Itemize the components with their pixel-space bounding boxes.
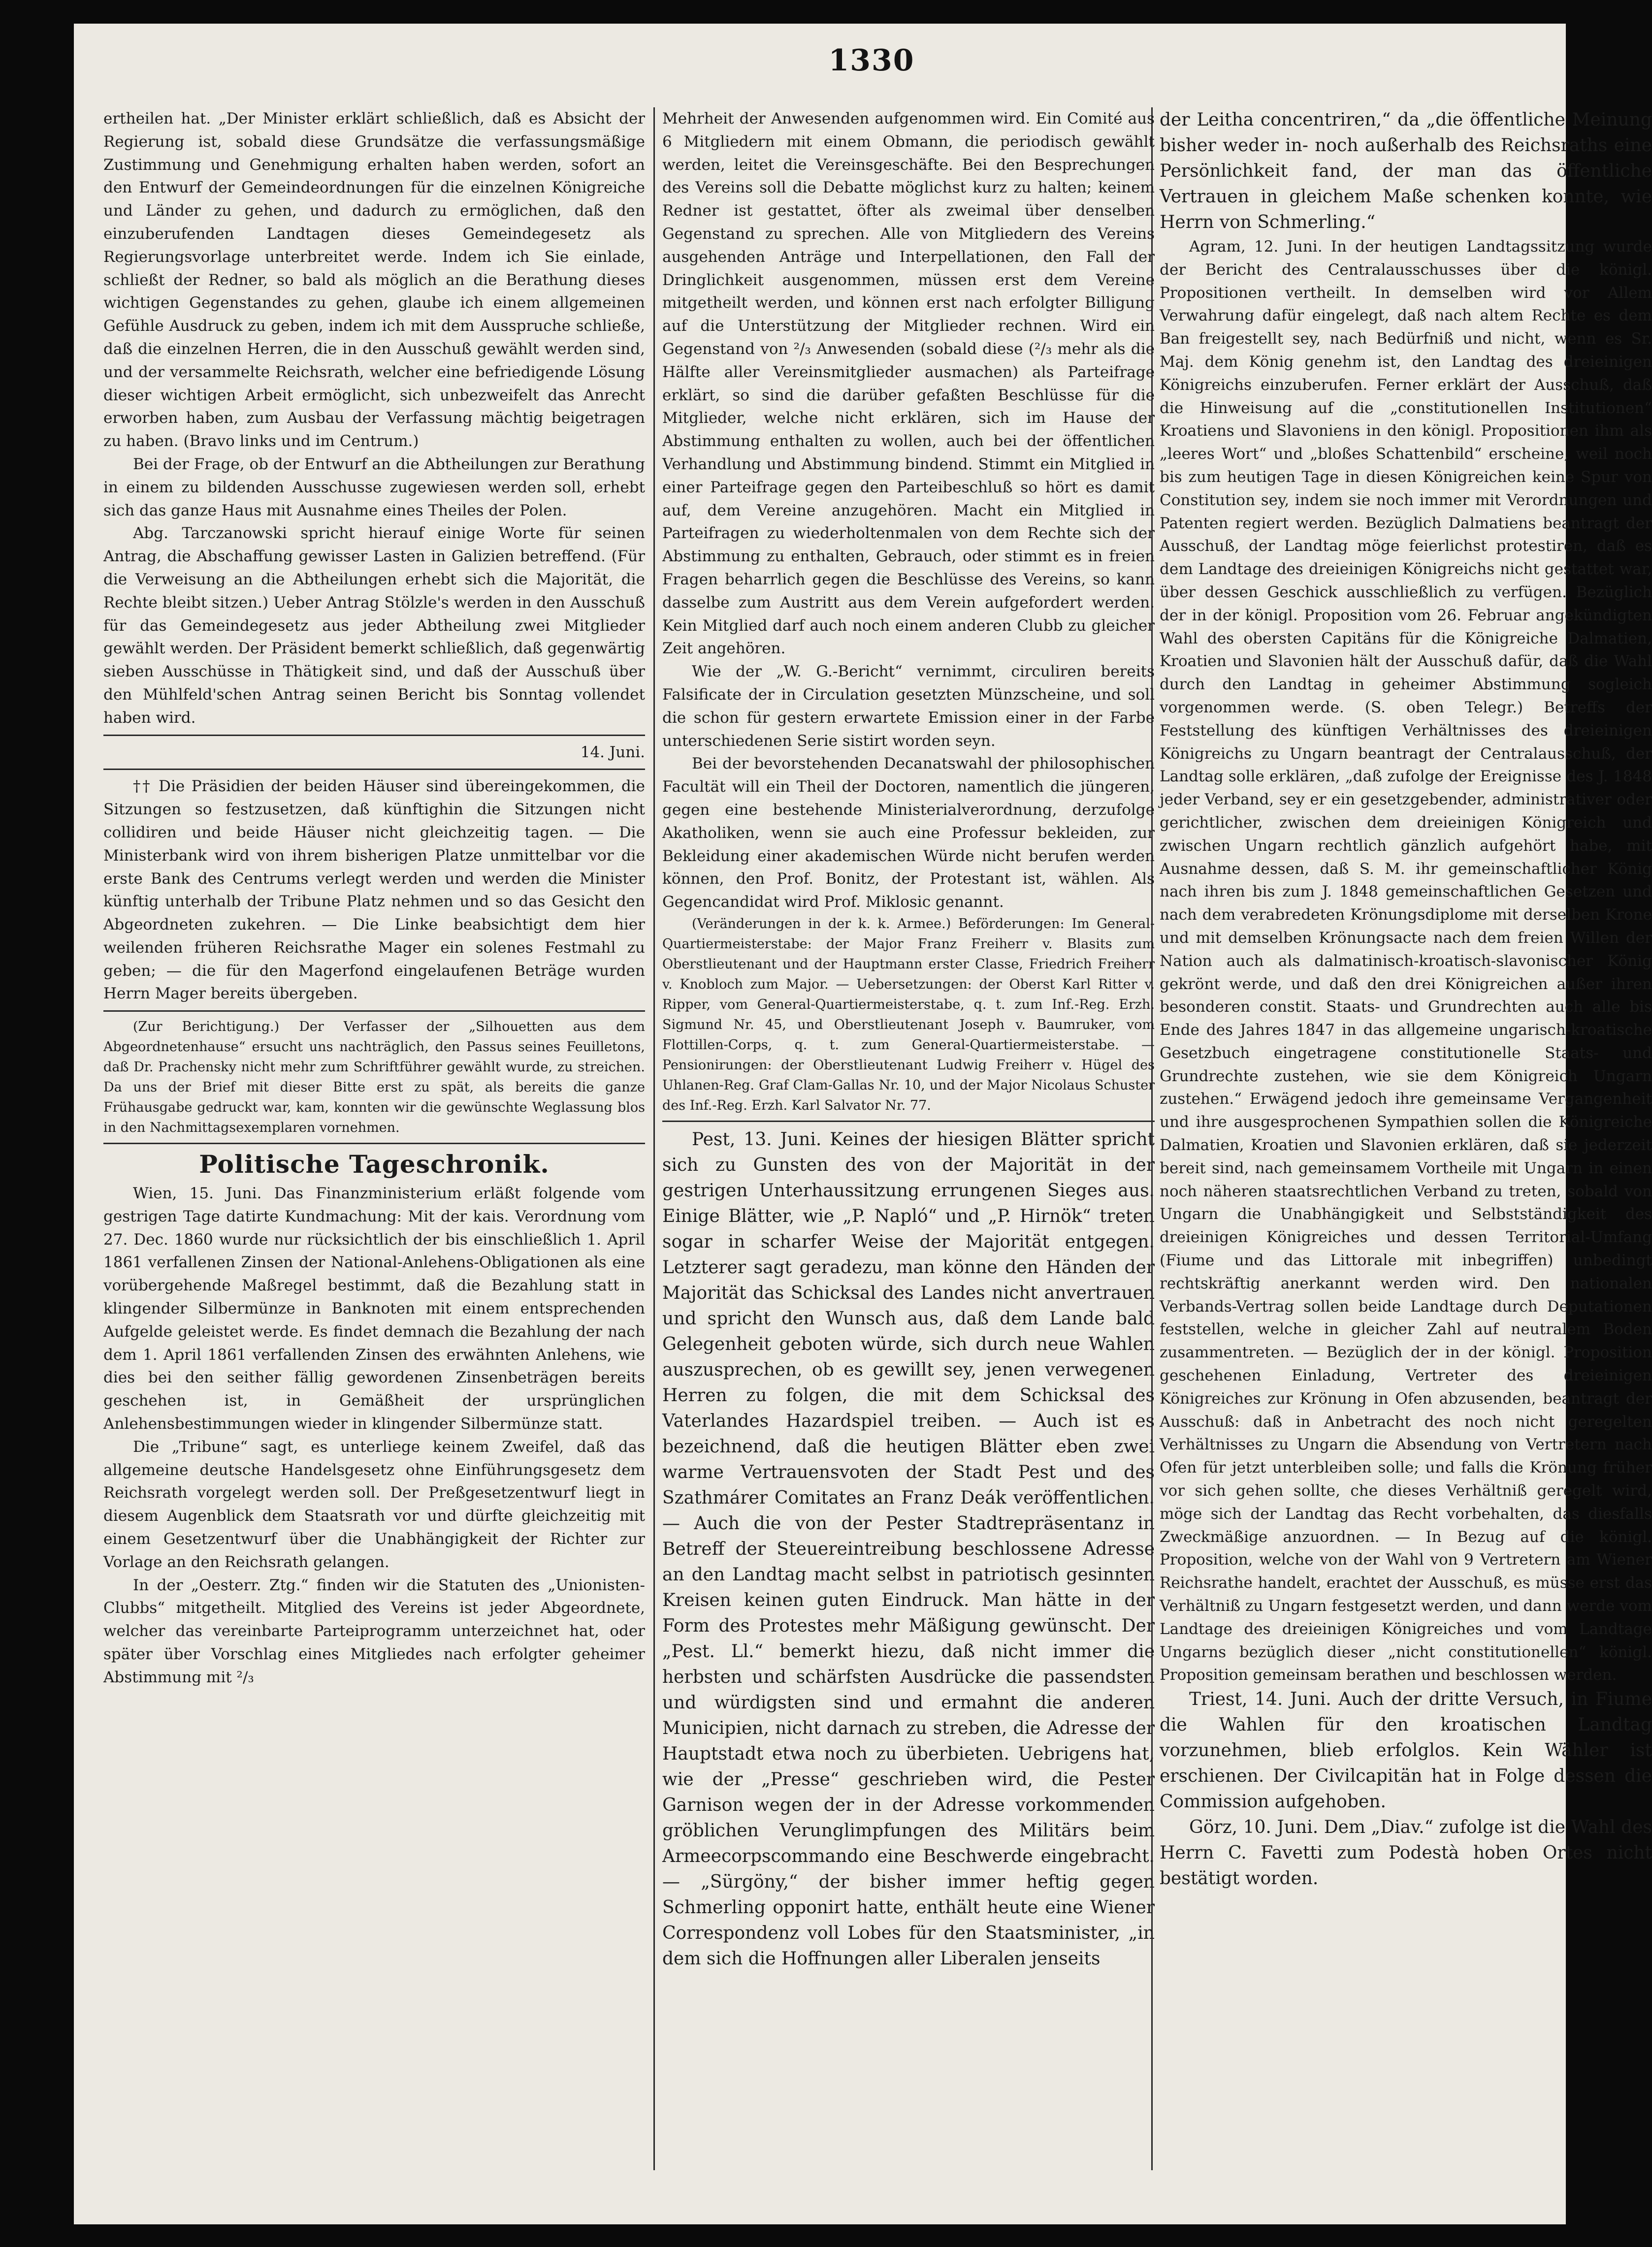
paragraph: der Leitha concentriren,“ da „die öffentliche Meinung bisher weder in- noch außerhalb des Reichsraths eine Persönlichkeit fand, der man das öffentliche Vertrauen in gleichem Maße schenken konnte, wie Herrn von Schmerling.“ [1160, 110, 1652, 232]
newspaper-page [74, 24, 1652, 2224]
paragraph: Agram, 12. Juni. In der heutigen Landtagssitzung wurde der Bericht des Centralausschusses über die königl. Propositionen vertheilt. In demselben wird vor Allem Verwahrung dafür eingelegt, daß nach altem Rechte es dem Ban freigestellt sey, nach Bedürfniß und nicht, wenn es Sr. Maj. dem König genehm ist, den Landtag des dreieinigen Königreichs einzuberufen. Ferner erklärt der Ausschuß, daß die Hinweisung auf die „constitutionellen Institutionen“ Kroatiens und Slavoniens in den königl. Propositionen ihm als „leeres Wort“ und „bloßes Schattenbild“ erscheine, weil noch bis zum heutigen Tage in diesen Königreichen keine Spur von Constitution sey, indem sie noch immer mit Verordnungen und Patenten regiert werden. Bezüglich Dalmatiens beantragt der Ausschuß, der Landtag möge feierlichst protestiren, daß es dem Landtage des dreieinigen Königreichs nicht gestattet war, über dessen Geschick ausschließlich zu verfügen. Bezüglich der in der königl. Proposition vom 26. Februar angekündigten Wahl des obersten Capitäns für die Königreiche Dalmatien, Kroatien und Slavonien hält der Ausschuß dafür, daß die Wahl durch den Landtag in geheimer Abstimmung sogleich vorgenommen werde. (S. oben Telegr.) Betreffs der Feststellung des künftigen Verhältnisses des dreieinigen Königreichs zu Ungarn beantragt der Centralausschuß, der Landtag solle erklären, „daß zufolge der Ereignisse des J. 1848 jeder Verband, sey er ein gesetzgebender, administrativer oder gerichtlicher, zwischen dem dreieinigen Königreich und zwischen Ungarn rechtlich gänzlich aufgehört habe, mit Ausnahme dessen, daß S. M. ihr gemeinschaftlicher König nach ihren bis zum J. 1848 gemeinschaftlichen Gesetzen und nach dem verabredeten Krönungsdiplome mit derselben Krone und mit demselben Krönungsacte nach dem freien Willen der Nation auch als dalmatinisch-kroatisch-slavonischer König gekrönt werde, und daß den drei Königreichen außer ihren besonderen constit. Staats- und Grundrechten auch alle bis Ende des Jahres 1847 in das allgemeine ungarisch-kroatische Gesetzbuch eingetragene constitutionelle Staats- und Grundrechte zustehen, wie sie dem Königreich Ungarn zustehen.“ Erwägend jedoch ihre gemeinsame Vergangenheit und ihre ausgesprochenen Sympathien sollen die Königreiche Dalmatien, Kroatien und Slavonien erklären, daß sie jederzeit bereit sind, nach gemeinsamem Vortheile mit Ungarn in einen noch näheren staatsrechtlichen Verband zu treten, sobald von Ungarn die Unabhängigkeit und Selbstständigkeit des dreieinigen Königreiches und dessen Territorial-Umfang (Fiume und das Littorale mit inbegriffen) unbedingt rechtskräftig anerkannt werden wird. Den nationalen Verbands-Vertrag sollen beide Landtage durch Deputationen feststellen, welche in gleicher Zahl auf neutralem Boden zusammentreten. — Bezüglich der in der königl. Proposition geschehenen Einladung, Vertreter des dreieinigen Königreiches zur Krönung in Ofen abzusenden, beantragt der Ausschuß: daß in Anbetracht des noch nicht geregelten Verhältnisses zu Ungarn die Absendung von Vertretern nach Ofen für jetzt unterbleiben solle; und falls die Krönung früher vor sich gehen sollte, che dieses Verhältniß geregelt wird, möge sich der Landtag das Recht vorbehalten, das diesfalls Zweckmäßige anzuordnen. — In Bezug auf die königl. Proposition, welche von der Wahl von 9 Vertretern am Wiener Reichsrathe handelt, erachtet der Ausschuß, es müsse erst das Verhältniß zu Ungarn festgesetzt werden, und dann werde vom Landtage des dreieinigen Königreiches und vom Landtage Ungarns bezüglich dieser „nicht constitutionellen“ königl. Proposition gemeinsam berathen und beschlossen werden. [1160, 238, 1652, 1684]
paragraph: Bei der Frage, ob der Entwurf an die Abtheilungen zur Berathung in einem zu bildenden Ausschusse zugewiesen werden soll, erhebt sich das ganze Haus mit Ausnahme eines Theiles der Polen. [103, 455, 646, 519]
paragraph: Pest, 13. Juni. Keines der hiesigen Blätter spricht sich zu Gunsten des von der Majorität in der gestrigen Unterhaussitzung errungenen Sieges aus. Einige Blätter, wie „P. Napló“ und „P. Hirnök“ treten sogar in scharfer Weise der Majorität entgegen. Letzterer sagt geradezu, man könne den Händen der Majorität das Schicksal des Landes nicht anvertrauen und spricht den Wunsch aus, daß dem Lande bald Gelegenheit geboten würde, sich durch neue Wahlen auszusprechen, ob es gewillt sey, jenen verwegenen Herren zu folgen, die mit dem Schicksal des Vaterlandes Hazardspiel treiben. — Auch ist es bezeichnend, daß die heutigen Blätter eben zwei warme Vertrauensvoten der Stadt Pest und des Szathmárer Comitates an Franz Deák veröffentlichen. — Auch die von der Pester Stadtrepräsentanz in Betreff der Steuereintreibung beschlossene Adresse an den Landtag macht selbst in patriotisch gesinnten Kreisen keinen guten Eindruck. Man hätte in der Form des Protestes mehr Mäßigung gewünscht. Der „Pest. Ll.“ bemerkt hiezu, daß nicht immer die herbsten und schärfsten Ausdrücke die passendsten und würdigsten sind und ermahnt die anderen Municipien, nicht darnach zu streben, die Adresse der Hauptstadt etwa noch zu überbieten. Uebrigens hat, wie der „Presse“ geschrieben wird, die Pester Garnison wegen der in der Adresse vorkommenden gröblichen Verunglimpfungen des Militärs beim Armeecorpscommando eine Beschwerde eingebracht. — „Sürgöny,“ der bisher immer heftig gegen Schmerling opponirt hatte, enthält heute eine Wiener Correspondenz voll Lobes für den Staatsminister, „in dem sich die Hoffnungen aller Liberalen jenseits [662, 1129, 1155, 1969]
paragraph: Die „Tribune“ sagt, es unterliege keinem Zweifel, daß das allgemeine deutsche Handelsgesetz ohne Einführungsgesetz dem Reichsrath vorgelegt werden soll. Der Preßgesetzentwurf liegt in diesem Augenblick dem Staatsrath vor und dürfte gleichzeitig mit einem Gesetzentwurf über die Unabhängigkeit der Richter zur Vorlage an den Reichsrath gelangen. [103, 1438, 645, 1571]
separator-rule [103, 1010, 645, 1012]
column-divider-1 [653, 107, 655, 2170]
dateline: 14. Juni. [580, 743, 645, 761]
paragraph: Wien, 15. Juni. Das Finanzministerium erläßt folgende vom gestrigen Tage datirte Kundmachung: Mit der kais. Verordnung vom 27. Dec. 1860 wurde nur rücksichtlich der bis einschließlich 1. April 1861 verfallenen Zinsen der National-Anlehens-Obligationen als eine vorübergehende Maßregel bestimmt, daß die Bezahlung statt in klingender Silbermünze in Banknoten mit einem entsprechenden Aufgelde geleistet werde. Es findet demnach die Bezahlung der nach dem 1. April 1861 verfallenden Zinsen des erwähnten Anlehens, wie dies bei den seither fällig gewordenen Zinsenbeträgen bereits geschehen ist, in Gemäßheit der ursprünglichen Anlehensbestimmungen wieder in klingender Silbermünze statt. [103, 1185, 645, 1433]
separator-rule [103, 1143, 645, 1144]
paragraph: ertheilen hat. „Der Minister erklärt schließlich, daß es Absicht der Regierung ist, sobald diese Grundsätze die verfassungsmäßige Zustimmung und Genehmigung erhalten haben werden, sofort an den Entwurf der Gemeindeordnungen für die einzelnen Königreiche und Länder zu gehen, und dadurch zu ermöglichen, daß den einzuberufenden Landtagen dieses Gemeindegesetz als Regierungsvorlage unterbreitet werde. Indem ich Sie einlade, schließt der Redner, so bald als möglich an die Berathung dieses wichtigen Gegenstandes zu gehen, glaube ich einem allgemeinen Gefühle Ausdruck zu geben, indem ich mit dem Ausspruche schließe, daß die einzelnen Herren, die in den Ausschuß gewählt werden sind, und der versammelte Reichsrath, welcher eine befriedigende Lösung dieser wichtigen Arbeit ermöglicht, sich unbezweifelt das Anrecht erworben haben, zum Ausbau der Verfassung mächtig beigetragen zu haben. (Bravo links und im Centrum.) [103, 110, 645, 450]
paragraph: In der „Oesterr. Ztg.“ finden wir die Statuten des „Unionisten-Clubbs“ mitgetheilt. Mitglied des Vereins ist jeder Abgeordnete, welcher das vereinbarte Parteiprogramm unterzeichnet hat, oder später über Vorschlag eines Mitgliedes nach erfolgter geheimer Abstimmung mit ²/₃ [103, 1576, 645, 1686]
paragraph: Mehrheit der Anwesenden aufgenommen wird. Ein Comité aus 6 Mitgliedern mit einem Obmann, die periodisch gewählt werden, leitet die Vereinsgeschäfte. Bei den Besprechungen des Vereins soll die Debatte möglichst kurz zu halten; keinem Redner ist gestattet, öfter als zweimal über denselben Gegenstand zu sprechen. Alle von Mitgliedern des Vereins ausgehenden Anträge und Interpellationen, den Fall der Dringlichkeit ausgenommen, müssen erst dem Vereine mitgetheilt werden, und können erst nach erfolgter Billigung auf die Unterstützung der Mitglieder rechnen. Wird ein Gegenstand von ²/₃ Anwesenden (sobald diese (²/₃ mehr als die Hälfte aller Vereinsmitglieder ausmachen) als Parteifrage erklärt, so sind die darüber gefaßten Beschlüsse für die Mitglieder, welche nicht erklären, sich im Hause der Abstimmung enthalten zu wollen, auch bei der öffentlichen Verhandlung und Abstimmung bindend. Stimmt ein Mitglied in einer Parteifrage gegen den Parteibeschluß so hört es damit auf, dem Vereine anzugehören. Macht ein Mitglied in Parteifragen zu wiederholtenmalen von dem Rechte sich der Abstimmung zu enthalten, Gebrauch, oder stimmt es in freien Fragen beharrlich gegen die Beschlüsse des Vereins, so kann dasselbe zum Austritt aus dem Verein aufgefordert werden. Kein Mitglied darf auch noch einem anderen Clubb zu gleicher Zeit angehören. [662, 110, 1155, 658]
column-3 [1160, 107, 1652, 2151]
army-changes: (Veränderungen in der k. k. Armee.) Beförderungen: Im General-Quartiermeisterstabe: der Major Franz Freiherr v. Blasits zum Oberstlieutenant und der Hauptmann erster Classe, Friedrich Freiherr v. Knobloch zum Major. — Uebersetzungen: der Oberst Karl Ritter v. Ripper, vom General-Quartiermeisterstabe, q. t. zum Inf.-Reg. Erzh. Sigmund Nr. 45, und Oberstlieutenant Joseph v. Baumruker, vom Flottillen-Corps, q. t. zum General-Quartiermeisterstabe. — Pensionirungen: der Oberstlieutenant Ludwig Freiherr v. Hügel des Uhlanen-Reg. Graf Clam-Gallas Nr. 10, und der Major Nicolaus Schuster des Inf.-Reg. Erzh. Karl Salvator Nr. 77. [662, 916, 1155, 1113]
column-2 [662, 107, 1155, 2151]
paragraph: Bei der bevorstehenden Decanatswahl der philosophischen Facultät will ein Theil der Doctoren, namentlich die jüngeren, gegen eine bestehende Ministerialverordnung, derzufolge Akatholiken, wenn sie auch eine Professur bekleiden, zur Bekleidung einer akademischen Würde nicht berufen werden können, den Prof. Bonitz, der Protestant ist, wählen. Als Gegencandidat wird Prof. Miklosic genannt. [662, 755, 1155, 911]
paragraph: Görz, 10. Juni. Dem „Diav.“ zufolge ist die Wahl des Herrn C. Favetti zum Podestà hoben Ortes nicht bestätigt worden. [1160, 1817, 1652, 1889]
paragraph: Abg. Tarczanowski spricht hierauf einige Worte für seinen Antrag, die Abschaffung gewisser Lasten in Galizien betreffend. (Für die Verweisung an die Abtheilungen erhebt sich die Majorität, die Rechte bleibt sitzen.) Ueber Antrag Stölzle's werden in den Ausschuß für das Gemeindegesetz aus jeder Abtheilung zwei Mitglieder gewählt werden. Der Präsident bemerkt schließlich, daß gegenwärtig sieben Ausschüsse in Thätigkeit sind, und daß der Ausschuß über den Mühlfeld'schen Antrag seinen Bericht bis Sonntag vollendet haben wird. [103, 524, 645, 727]
separator-rule [662, 1121, 1155, 1122]
section-heading: Politische Tageschronik. [199, 1150, 550, 1179]
separator-rule [103, 735, 645, 736]
paragraph: Wie der „W. G.-Bericht“ vernimmt, circuliren bereits Falsificate der in Circulation gesetzten Münzscheine, und soll die schon für gestern erwartete Emission einer in der Farbe unterschiedenen Serie sistirt worden seyn. [662, 663, 1155, 750]
separator-rule [103, 769, 645, 770]
page-number: 1330 [828, 43, 915, 78]
correction-note: (Zur Berichtigung.) Der Verfasser der „Silhouetten aus dem Abgeordnetenhause“ ersucht uns nachträglich, den Passus seines Feuilletons, daß Dr. Prachensky nicht mehr zum Schriftführer gewählt wurde, zu streichen. Da uns der Brief mit dieser Bitte erst zu spät, als bereits die ganze Frühausgabe gedruckt war, kam, konnten wir die gewünschte Weglassung blos in den Nachmittagsexemplaren vornehmen. [103, 1019, 645, 1136]
paragraph: Triest, 14. Juni. Auch der dritte Versuch, in Fiume die Wahlen für den kroatischen Landtag vorzunehmen, blieb erfolglos. Kein Wähler ist erschienen. Der Civilcapitän hat in Folge dessen die Commission aufgehoben. [1160, 1689, 1652, 1812]
paragraph: †† Die Präsidien der beiden Häuser sind übereingekommen, die Sitzungen so festzusetzen, daß künftighin die Sitzungen nicht collidiren und beide Häuser nicht gleichzeitig tagen. — Die Ministerbank wird von ihrem bisherigen Platze unmittelbar vor die erste Bank des Centrums verlegt werden und werden die Minister künftig unterhalb der Tribune Platz nehmen und so das Gesicht den Abgeordneten zukehren. — Die Linke beabsichtigt dem hier weilenden früheren Reichsrathe Mager ein solenes Festmahl zu geben; — die für den Magerfond eingelaufenen Beträge wurden Herrn Mager bereits übergeben. [103, 777, 645, 1003]
column-1 [103, 107, 645, 2151]
